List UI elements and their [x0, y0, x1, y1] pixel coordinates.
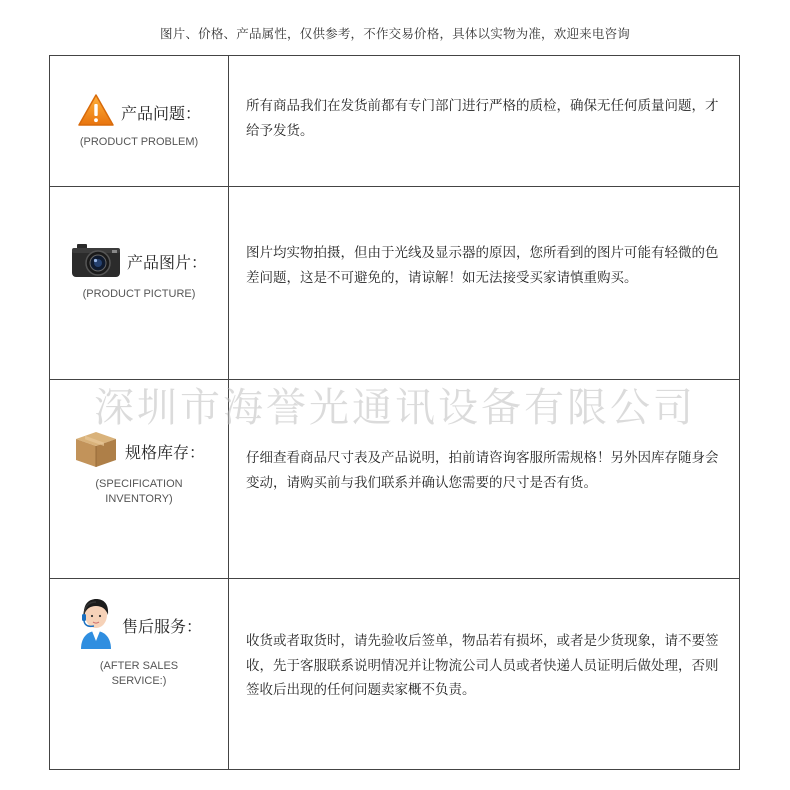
row-subtitle: (PRODUCT PROBLEM): [79, 136, 199, 148]
box-icon: [73, 429, 119, 473]
description-cell: [229, 187, 740, 380]
label-cell: [50, 187, 229, 380]
row-subtitle: (PRODUCT PICTURE): [82, 288, 196, 300]
info-table: [49, 55, 740, 770]
row-title: 产品图片：: [126, 252, 207, 272]
label-cell: [50, 56, 229, 187]
description-cell: [229, 380, 740, 579]
description-cell: [229, 579, 740, 770]
label-cell: [50, 380, 229, 579]
table-row: [50, 380, 740, 579]
row-title: 售后服务：: [121, 616, 202, 636]
company-watermark: 深圳市海誉光通讯设备有限公司: [94, 385, 696, 431]
row-description: 收货或者取货时，请先验收后签单，物品若有损坏，或者是少货现象，请不要签收，先于客服联系说明情况并让物流公司人员或者快递人员证明后做处理，否则签收后出现的任何问题卖家概不负责。: [246, 633, 719, 698]
row-title: 产品问题：: [120, 103, 201, 123]
description-cell: [229, 56, 740, 187]
table-row: [50, 187, 740, 380]
row-description: 所有商品我们在发货前都有专门部门进行严格的质检，确保无任何质量问题，才给予发货。: [246, 98, 719, 139]
row-title: 规格库存：: [124, 442, 205, 462]
customer-service-icon: [76, 595, 116, 655]
disclaimer-notice: 图片、价格、产品属性，仅供参考，不作交易价格，具体以实物为准，欢迎来电咨询: [160, 26, 630, 41]
row-description: 仔细查看商品尺寸表及产品说明，拍前请咨询客服所需规格！另外因库存随身会变动，请购买前与我们联系并确认您需要的尺寸是否有货。: [246, 450, 719, 491]
table-row: [50, 56, 740, 187]
label-cell: [50, 579, 229, 770]
row-description: 图片均实物拍摄，但由于光线及显示器的原因，您所看到的图片可能有轻微的色差问题，这是不可避免的，请谅解！如无法接受买家请慎重购买。: [246, 245, 719, 286]
table-row: [50, 579, 740, 770]
row-subtitle: (SPECIFICATION INVENTORY): [95, 478, 183, 505]
row-subtitle: (AFTER SALES SERVICE:): [99, 660, 179, 687]
camera-icon: [71, 239, 121, 283]
warning-icon: [77, 93, 115, 131]
